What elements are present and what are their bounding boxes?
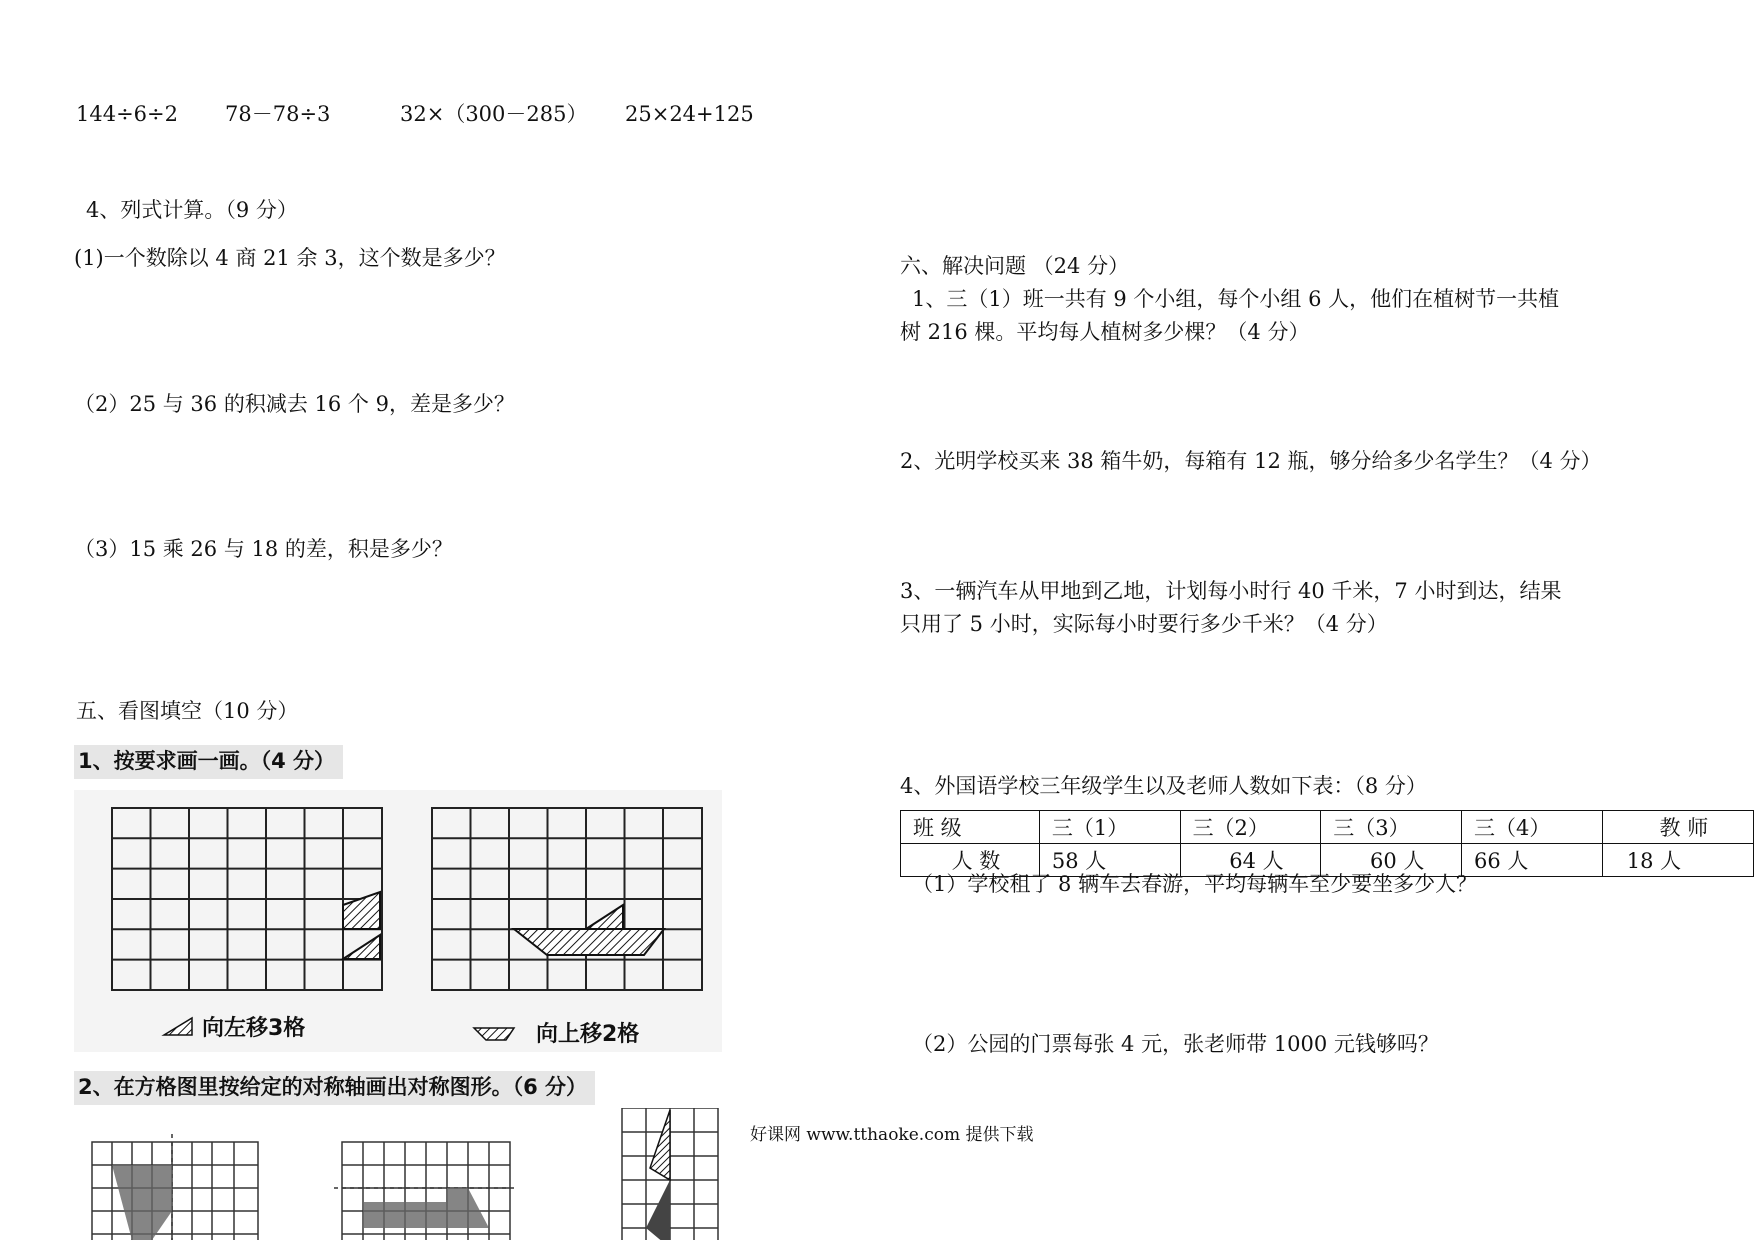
q5-1-heading: 1、按要求画一画。（4 分） bbox=[74, 745, 343, 779]
q4-item-2: （2）25 与 36 的积减去 16 个 9，差是多少？ bbox=[74, 392, 515, 416]
table-cell: 人 数 bbox=[901, 844, 1040, 877]
q6-title: 六、解决问题 （24 分） bbox=[900, 254, 1130, 278]
q6-4: 4、外国语学校三年级学生以及老师人数如下表：（8 分） bbox=[900, 774, 1427, 798]
q6-2: 2、光明学校买来 38 箱牛奶，每箱有 12 瓶，够分给多少名学生？（4 分） bbox=[900, 449, 1602, 473]
table-cell: 18 人 bbox=[1602, 844, 1753, 877]
q6-3-line1: 3、一辆汽车从甲地到乙地，计划每小时行 40 千米，7 小时到达，结果 bbox=[900, 579, 1562, 603]
footer-watermark: 好课网 www.tthaoke.com 提供下载 bbox=[750, 1125, 1034, 1145]
table-cell: 66 人 bbox=[1462, 844, 1603, 877]
table-cell: 三（3） bbox=[1321, 811, 1462, 844]
q6-1-line1: 1、三（1）班一共有 9 个小组，每个小组 6 人，他们在植树节一共植 bbox=[912, 287, 1560, 311]
translation-grid-figure bbox=[74, 790, 722, 1052]
table-cell: 60 人 bbox=[1321, 844, 1462, 877]
q6-1-line2: 树 216 棵。平均每人植树多少棵？（4 分） bbox=[900, 320, 1310, 344]
q6-4-2: （2）公园的门票每张 4 元，张老师带 1000 元钱够吗？ bbox=[912, 1032, 1439, 1056]
fig1-caption-left: 向左移3格 bbox=[202, 1016, 306, 1041]
q4-item-1: (1)一个数除以 4 商 21 余 3，这个数是多少？ bbox=[74, 246, 506, 270]
calc-expr-1: 144÷6÷2 bbox=[76, 102, 178, 126]
table-cell: 64 人 bbox=[1180, 844, 1321, 877]
q4-item-3: （3）15 乘 26 与 18 的差，积是多少？ bbox=[74, 537, 453, 561]
table-cell: 教 师 bbox=[1602, 811, 1753, 844]
fig1-caption-right: 向上移2格 bbox=[536, 1022, 640, 1047]
table-row bbox=[901, 811, 1754, 844]
q6-4-1: （1）学校租了 8 辆车去春游，平均每辆车至少要坐多少人？ bbox=[912, 872, 1478, 896]
calc-expr-2: 78－78÷3 bbox=[225, 102, 331, 126]
symmetry-grid-figure bbox=[88, 1108, 760, 1240]
calc-expr-3: 32×（300－285） bbox=[400, 102, 588, 126]
q5-title: 五、看图填空（10 分） bbox=[76, 699, 299, 723]
q4-title: 4、列式计算。（9 分） bbox=[86, 198, 298, 222]
table-cell: 三（4） bbox=[1462, 811, 1603, 844]
q5-2-heading: 2、在方格图里按给定的对称轴画出对称图形。（6 分） bbox=[74, 1071, 595, 1105]
table-cell: 三（2） bbox=[1180, 811, 1321, 844]
q6-3-line2: 只用了 5 小时，实际每小时要行多少千米？（4 分） bbox=[900, 612, 1388, 636]
calc-expr-4: 25×24+125 bbox=[625, 102, 754, 126]
table-cell: 三（1） bbox=[1039, 811, 1180, 844]
table-cell: 58 人 bbox=[1039, 844, 1180, 877]
student-count-table bbox=[900, 810, 1754, 877]
table-cell: 班 级 bbox=[901, 811, 1040, 844]
